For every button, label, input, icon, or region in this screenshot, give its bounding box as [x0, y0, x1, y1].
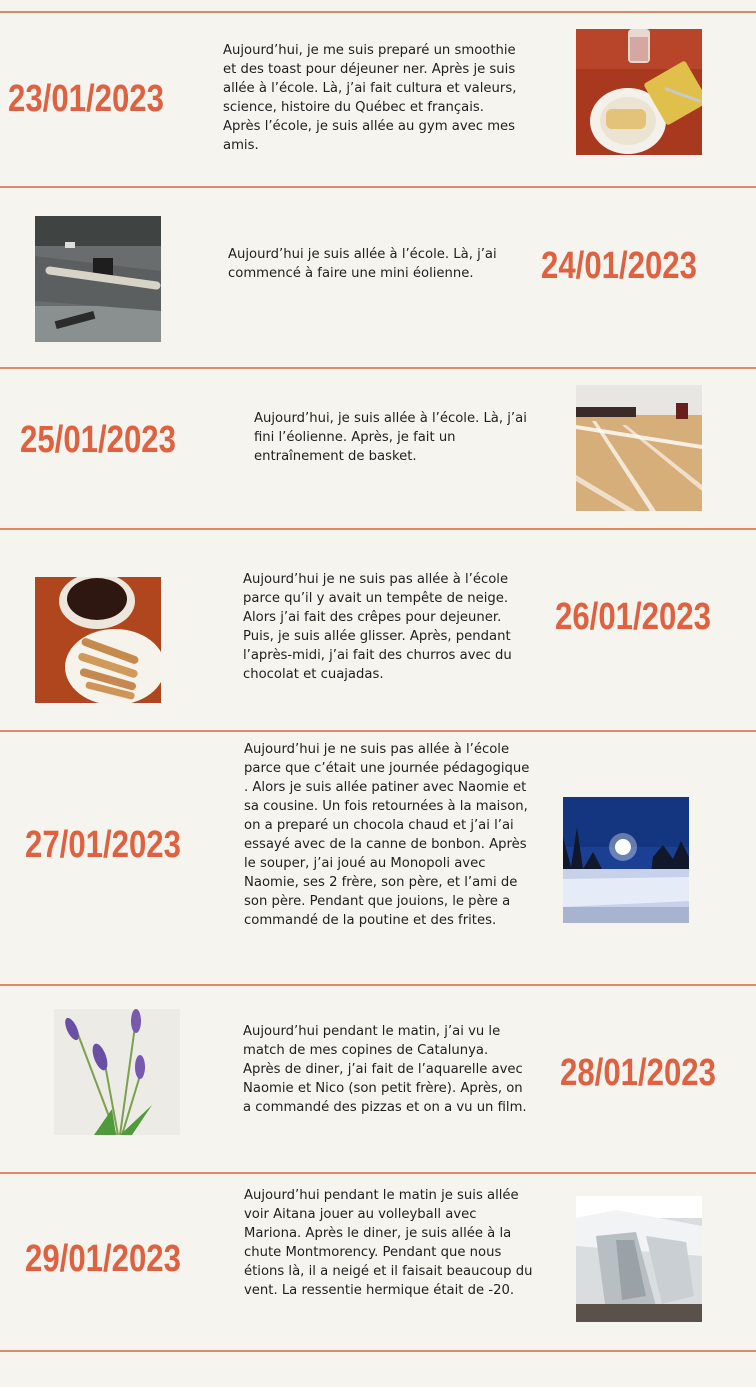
- entry-text: Aujourd’hui, je me suis preparé un smoothie et des toast pour déjeuner ner. Après je suis allée à l’école. Là, j’ai fait cultura et valeurs, science, histoire du Québec et français. Après l’école, je suis allée au gym avec mes amis.: [223, 43, 517, 153]
- entry-date: 26/01/2023: [555, 596, 711, 638]
- churros-photo: [35, 577, 161, 703]
- divider: [0, 367, 756, 369]
- entry-date: 27/01/2023: [25, 824, 181, 866]
- divider: [0, 730, 756, 732]
- entry-text: Aujourd’hui je suis allée à l’école. Là, j’ai commencé à faire une mini éolienne.: [228, 247, 497, 281]
- entry-date: 29/01/2023: [25, 1238, 181, 1280]
- entry-date: 24/01/2023: [541, 245, 697, 287]
- entry-date: 28/01/2023: [560, 1052, 716, 1094]
- entry-date: 23/01/2023: [8, 78, 164, 120]
- divider: [0, 984, 756, 986]
- frozen-waterfall-photo: [576, 1196, 702, 1322]
- wind-turbine-photo: [35, 216, 161, 342]
- divider: [0, 1172, 756, 1174]
- skating-rink-photo: [563, 797, 689, 923]
- entry-text: Aujourd’hui je ne suis pas allée à l’école parce que c’était une journée pédagogique . Alors je suis allée patiner avec Naomie et sa cousine. Un fois retournées à la maison, on a preparé un chocola chaud et j’ai l’ai essayé avec de la canne de bonbon. Après le souper, j’ai joué au Monopoli avec Naomie, ses 2 frère, son père, et l’ami de son père. Pendant que jouions, le père a commandé de la poutine et des frites.: [244, 742, 530, 928]
- divider: [0, 528, 756, 530]
- entry-text: Aujourd’hui, je suis allée à l’école. Là, j’ai fini l’éolienne. Après, je fait un entraînement de basket.: [254, 411, 527, 464]
- lavender-watercolor-photo: [54, 1009, 180, 1135]
- gym-photo: [576, 385, 702, 511]
- divider: [0, 11, 756, 13]
- entry-text: Aujourd’hui pendant le matin je suis allée voir Aitana jouer au volleyball avec Mariona. Après le diner, je suis allée à la chute Montmorency. Pendant que nous étions là, il a neigé et il faisait beaucoup du vent. La ressentie hermique était de -20.: [244, 1188, 533, 1298]
- breakfast-photo: [576, 29, 702, 155]
- divider: [0, 1350, 756, 1352]
- entry-text: Aujourd’hui je ne suis pas allée à l’école parce qu’il y avait un tempête de neige. Alors j’ai fait des crêpes pour dejeuner. Puis, je suis allée glisser. Après, pendant l’après-midi, j’ai fait des churros avec du chocolat et cuajadas.: [243, 572, 512, 682]
- entry-date: 25/01/2023: [20, 419, 176, 461]
- entry-text: Aujourd’hui pendant le matin, j’ai vu le match de mes copines de Catalunya. Après de diner, j’ai fait de l’aquarelle avec Naomie et Nico (son petit frère). Après, on a commandé des pizzas et on a vu un film.: [243, 1024, 527, 1115]
- divider: [0, 186, 756, 188]
